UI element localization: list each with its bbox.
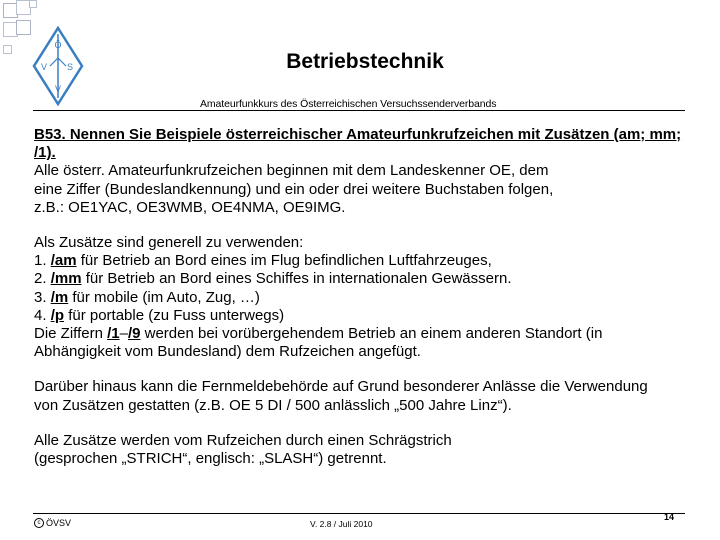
list-intro: Als Zusätze sind generell zu verwenden:: [34, 234, 304, 252]
list-item: 4. /p für portable (zu Fuss unterwegs): [34, 306, 285, 324]
svg-text:Ö: Ö: [54, 40, 62, 50]
list-item: 3. /m für mobile (im Auto, Zug, …): [34, 288, 260, 306]
page-number: 14: [664, 512, 675, 522]
para1-line: eine Ziffer (Bundeslandkennung) und ein oder drei weitere Buchstaben folgen,: [34, 180, 554, 198]
svg-text:V: V: [40, 62, 48, 72]
suffix-code: /am: [50, 252, 77, 270]
para4-line: (gesprochen „STRICH“, englisch: „SLASH“) getrennt.: [34, 450, 387, 468]
suffix-code: /p: [50, 306, 65, 324]
digit-code-9: /9: [127, 325, 141, 343]
list-item: 1. /am für Betrieb an Bord eines im Flug befindlichen Luftfahrzeuges,: [34, 252, 492, 270]
page-subtitle: Amateurfunkkurs des Österreichischen Versuchssenderverbands: [200, 98, 497, 110]
footer-org: ÖVSV: [46, 518, 72, 528]
digits-line: Die Ziffern /1–/9 werden bei vorübergehendem Betrieb an einem anderen Standort (in: [34, 325, 603, 343]
suffix-code: /m: [50, 288, 69, 306]
para1-line: Alle österr. Amateurfunkrufzeichen beginnen mit dem Landeskenner OE, dem: [34, 162, 549, 180]
suffix-code: /mm: [50, 270, 82, 288]
svg-text:V: V: [54, 84, 62, 94]
footer-copyright: [34, 518, 71, 528]
header-divider: [33, 110, 685, 111]
footer-divider: [33, 513, 685, 514]
para1-line: z.B.: OE1YAC, OE3WMB, OE4NMA, OE9IMG.: [34, 198, 346, 216]
main-content: [34, 126, 684, 468]
para4-line: Alle Zusätze werden vom Rufzeichen durch einen Schrägstrich: [34, 431, 452, 449]
svg-text:S: S: [66, 62, 74, 72]
para3-line: Darüber hinaus kann die Fernmeldebehörde auf Grund besonderer Anlässe die Verwendung: [34, 378, 648, 396]
footer-version: V. 2.8 / Juli 2010: [310, 519, 373, 529]
list-item: 2. /mm für Betrieb an Bord eines Schiffes in internationalen Gewässern.: [34, 270, 512, 288]
para3-line: von Zusätzen gestatten (z.B. OE 5 DI / 500 anlässlich „500 Jahre Linz“).: [34, 396, 512, 414]
digits-line-2: Abhängigkeit vom Bundesland) dem Rufzeichen angefügt.: [34, 343, 421, 361]
ovsv-logo: [32, 26, 84, 106]
copyright-icon: c: [34, 518, 44, 528]
page-title: Betriebstechnik: [286, 50, 444, 73]
question-heading: B53. Nennen Sie Beispiele österreichischer Amateurfunkrufzeichen mit Zusätzen (am; mm; /1).: [34, 126, 682, 162]
digit-code-1: /1: [107, 325, 120, 343]
